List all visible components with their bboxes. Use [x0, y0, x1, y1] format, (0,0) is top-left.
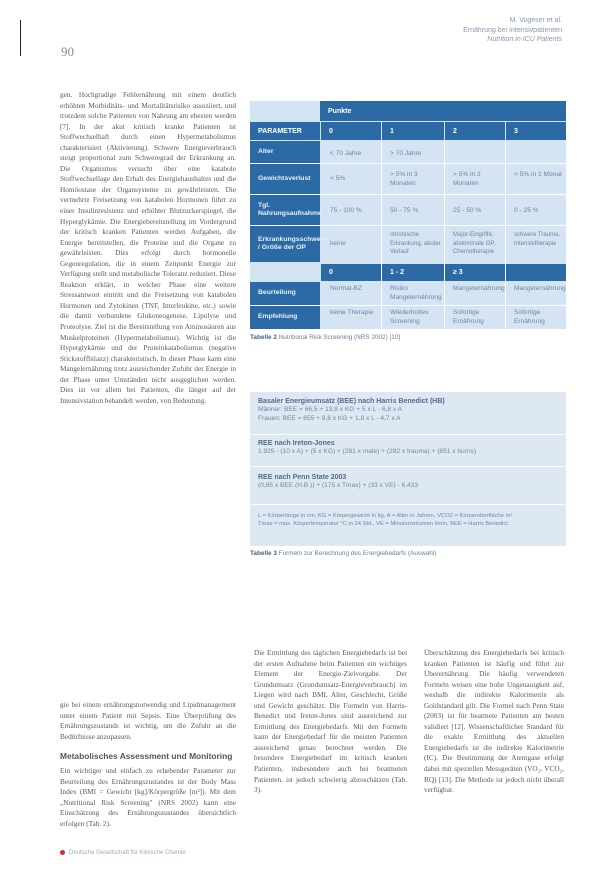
footer: [60, 850, 186, 856]
formula-legend: [258, 512, 558, 528]
running-head-title-de: Ernährung bei Intensivpatienten: [463, 26, 562, 34]
cell-intake-3: 0 - 25 %: [514, 207, 539, 214]
grid-line: [444, 141, 445, 329]
formula-hb-women: Frauen: BEE = 655 + 9,6 x KG + 1,8 x L - 4,7 x A: [258, 414, 401, 422]
score-col-2: 2: [445, 122, 505, 140]
formula-ps-line: (0,85 x BEE (H.B.)) + (175 x Tmax) + (33 x VE) - 6.433: [258, 482, 419, 490]
cell-assess-2: Mangelernährung: [453, 285, 505, 292]
cell-assess-0: Normal-BZ: [330, 285, 362, 292]
corner-cell: [250, 101, 320, 121]
footer-text: Deutsche Gesellschaft für Klinische Chemie: [69, 850, 186, 857]
grid-line: [250, 305, 566, 306]
row-label-intake: Tgl. Nahrungsaufnahme: [250, 195, 320, 225]
cell-severity-3: schwere Trauma, Intensivtherapie: [514, 232, 561, 247]
cell-severity-2: Major-Eingriffe, abdominale OP, Chemotherapie: [453, 232, 496, 255]
formula-hb-title: Basaler Energieumsatz (BEE) nach Harris Benedict (HB): [258, 398, 445, 405]
cell-rec-0: keine Therapie: [330, 309, 374, 316]
row-label-assessment: Beurteilung: [250, 282, 320, 305]
formula-ij-line: 1.925 - (10 x A) + (5 x KG) + (281 x male) + (292 x trauma) + (851 x burns): [258, 448, 477, 456]
formula-ps: [258, 474, 558, 491]
row-label-severity: Erkrankungsschwere / Größe der OP: [250, 226, 320, 262]
cell-assess-3: Mangelernährung: [514, 285, 566, 292]
points-header: Punkte: [320, 101, 566, 121]
energy-formula-table: [250, 392, 566, 546]
table2-caption-label: Tabelle 2: [250, 334, 277, 341]
running-head-authors: M. Vogeser et al.: [509, 17, 562, 24]
score-col-1: 1: [382, 122, 444, 140]
row-label-recommendation: Empfehlung: [250, 306, 320, 329]
formula-divider: [250, 504, 566, 505]
body-column-1-lower: [60, 700, 236, 829]
cell-weight-2: > 5% in 2 Monaten: [453, 171, 481, 187]
score-col-0: 0: [321, 122, 381, 140]
formula-hb: [258, 398, 558, 423]
grid-line: [381, 141, 382, 329]
cell-intake-1: 50 - 75 %: [390, 207, 419, 214]
formula-hb-men: Männer: BEE = 66,5 + 13,8 x KG + 5 x L - 6,8 x A: [258, 406, 402, 414]
table2-caption-text: Nutritional Risk Screening (NRS 2002) [10]: [278, 334, 401, 341]
cell-severity-0: keine: [330, 240, 346, 247]
table2-caption: [250, 334, 400, 341]
grid-line: [505, 141, 506, 329]
cell-weight-0: < 5%: [330, 175, 346, 182]
col1-paragraph: gen. Hochgradige Fehlernährung mit einem deutlich erhöhten Morbiditäts- und Mortalitätsrisiko assoziiert, und trotzdem solche Patienten von Nahrung am ehesten werden [7]. In der akut kritisch kranke Patienten ist Stoffwechselhaft durch einen Hypermetabolismus charakterisiert (Aktivierung). Schwere Energieverbrauch steigt proportional zum Schweregrad der Erkrankung an. Die Organismus versucht über eine katabole Stoffwechsellage den Erhalt des Energiehaushaltes und die Homöostase der Organsysteme zu gewährleisten. Die vermehrte Freisetzung von katabolen Hormonen führt zu einer Insulinresistenz und erhöhter Blutzuckerspiegel, die Hyperglykämie. Die Energiebereitstellung im Vordergrund der kritisch kranken Patienten werden Aufgaben, die Energie bereitstellen, die Proteine und die Organe zu gewährleisten. Dies erfolgt durch hormonelle Gegenregulation, die in einem Zeitpunkt Energie zur Verfügung stellt und metabolische Toleranz reduziert. Diese Reaktion erklärt, in welcher Phase eine weitere Stressantwort eintritt und die Freisetzung von katabolen Hormonen und Zytokinen (TNF, Interleukine, etc.) sowie die damit verbundene Glukoneogenese, Lipolyse und Proteolyse. Ziel ist die Bereitstellung von Aminosäuren aus Muskelproteinen (Hypermetabolismus). Wichtig ist die Hyperglykämie und der Proteinkatabolismus (negative Stickstoffbilanz) charakteristisch. In dieser Phase kann eine Mangelernährung trotz ausreichender Zufuhr der Energie in der Phase unter Umständen nicht ausgeglichen werden. Dies ist vor allem bei Patienten, die länger auf der Intensivstation behandelt werden, von Bedeutung.: [60, 90, 236, 405]
param-header: PARAMETER: [250, 122, 320, 140]
col3-paragraph: Überschätzung des Energiebedarfs bei kritisch kranken Patienten ist häufig und führt zur Überernährung. Die häufig verwendeten Formeln weisen eine hohe Ungenauigkeit auf, weshalb die indirekte Kalorimetrie als Goldstandard gilt. Die Formel nach Penn State (2003) ist für beatmete Patienten am besten validiert [12]. Wissenschaftlicher Standard für die exakte Ermittlung des aktuellen Energiebedarfs ist die indirekte Kalorimetrie (IC). Die Bestimmung der Atemgase erfolgt dabei mit speziellen Messgeräten (VO₂, VCO₂, RQ) [13]. Die Methode ist jedoch nicht überall verfügbar.: [424, 648, 564, 795]
grid-line: [250, 225, 566, 226]
footer-bullet-icon: [60, 850, 65, 855]
formula-divider: [250, 466, 566, 467]
formula-ij: [258, 440, 558, 457]
table3-caption-text: Formeln zur Berechnung des Energiebedarfs (Auswahl): [278, 550, 437, 557]
sum-col-1: 1 - 2: [382, 264, 444, 281]
grid-line: [250, 163, 566, 164]
cell-weight-3: > 5% in 1 Monat: [514, 171, 562, 178]
cell-weight-1: > 5% in 3 Monaten: [390, 171, 418, 187]
cell-severity-1: chronische Erkrankung, akuter Verlauf: [390, 232, 441, 255]
cell-age-1: > 70 Jahre: [390, 150, 422, 157]
nrs-table: [250, 101, 566, 329]
cell-rec-3: Sofortige Ernährung: [514, 309, 545, 325]
formula-divider: [250, 434, 566, 435]
col1b-paragraph: gie bei einem ernährungsnotwendig und Lipidmanagement unter einem Patient mit Sepsis. Eine Überprüfung des Ernährungszustands ist wichtig, um die Zufuhr an die Bedürfnisse anzupassen.: [60, 700, 236, 741]
row-label-weight-loss: Gewichtsverlust: [250, 164, 320, 194]
col2-paragraph: Die Ermittlung des täglichen Energiebedarfs ist bei der ersten Aufnahme beim Patienten ein wichtiges Element der Energie-Zielvorgabe. Der Grundumsatz (Grundumsatz-Energieverbrauch) im Liegen wird nach BMI, Alter, Geschlecht, Größe und Gewicht geschätzt. Die Formeln von Harris-Benedict und Ireton-Jones sind ausreichend zur Ermittlung des Energiebedarfs. Mit den Formeln kann der Energiebedarf für die meisten Patienten ausreichend genau berechnet werden. Die besondere Energiebedarf im kritisch kranken Patienten, insbesondere auch bei beatmeten Patienten, ist jedoch schwierig abzuschätzen (Tab. 3).: [254, 648, 407, 795]
running-head: [342, 16, 562, 45]
body-column-1: [60, 90, 236, 406]
formula-ps-title: REE nach Penn State 2003: [258, 474, 347, 481]
running-head-title-en: Nutrition in ICU Patients: [487, 36, 562, 43]
page-number: 90: [61, 44, 74, 59]
table3-caption-label: Tabelle 3: [250, 550, 277, 557]
body-column-3: [424, 648, 564, 796]
cell-intake-2: 25 - 50 %: [453, 207, 482, 214]
table3-caption: [250, 550, 436, 557]
body-column-2: [254, 648, 407, 796]
grid-line: [250, 194, 566, 195]
cell-rec-1: Wiederholtes Screening: [390, 309, 429, 325]
cell-assess-1: Risiko Mangelernährung: [390, 285, 442, 301]
score-col-3: 3: [506, 122, 566, 140]
section-paragraph: Ein wichtiger und einfach zu erhebender Parameter zur Beurteilung des Ernährungszustandes ist der Body Mass Index (BMI = Gewicht [kg]/Körpergröße [m²]). Mit dem „Nutritional Risk Screening" (NRS 2002) kann eine Einschätzung des Ernährungszustandes übersichtlich erfolgen (Tab. 2).: [60, 766, 236, 828]
formula-legend-1: L = Körperlänge in cm, KG = Körpergewicht in kg, A = Alter in Jahren, VCO2 = Körperoberfläche m²: [258, 513, 513, 519]
cell-age-0: < 70 Jahre: [330, 150, 362, 157]
row-label-age: Alter: [250, 141, 320, 163]
formula-ij-title: REE nach Ireton-Jones: [258, 440, 335, 447]
cell-intake-0: 75 - 100 %: [330, 207, 362, 214]
sum-col-2: ≥ 3: [445, 264, 566, 281]
formula-legend-2: Tmax = max. Körpertemperatur °C in 24 Std., VE = Minutenvolumen l/min, BEE = Harris Benedict: [258, 521, 508, 527]
cell-rec-2: Sofortige Ernährung: [453, 309, 484, 325]
sum-col-0: 0: [321, 264, 381, 281]
margin-rule: [20, 20, 21, 56]
section-heading: Metabolisches Assessment und Monitoring: [60, 751, 233, 762]
